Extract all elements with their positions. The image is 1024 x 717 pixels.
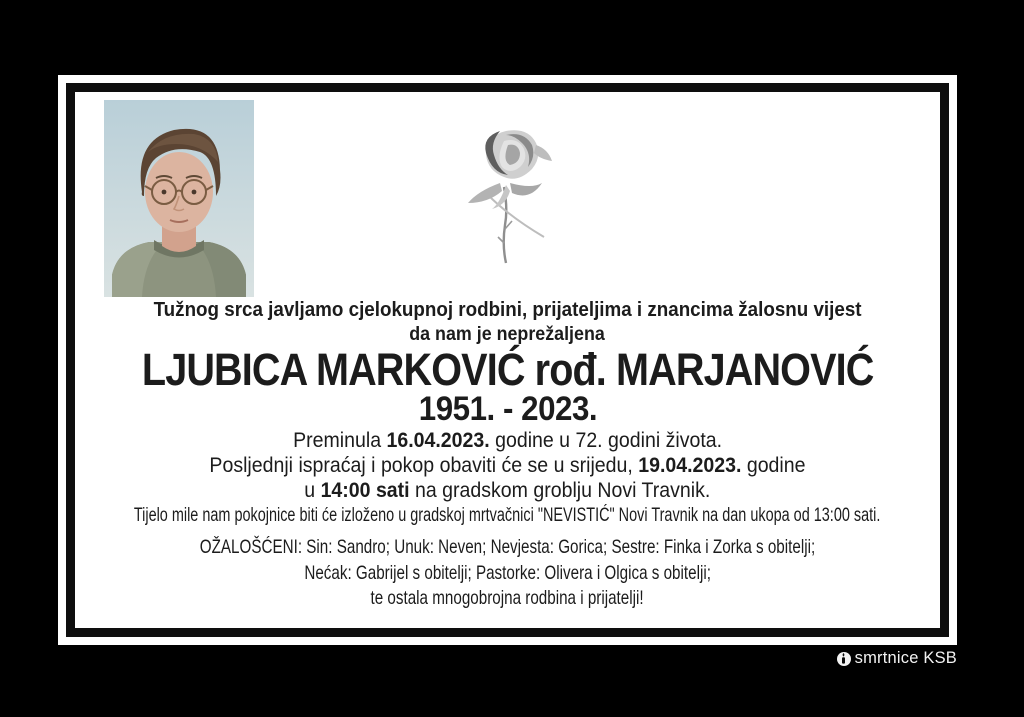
deceased-name-text: LJUBICA MARKOVIĆ rođ. MARJANOVIĆ [141,344,874,395]
intro-line-2 [58,324,957,346]
funeral-line-prefix: Posljednji ispraćaj i pokop obaviti će se u srijedu, [209,454,639,477]
funeral-line-text [209,454,805,478]
rose-illustration [448,125,568,267]
mourners-line-3-text: te ostala mnogobrojna rodbina i prijatelji! [370,587,645,609]
time-line-prefix: u [304,479,321,502]
time-line-text [304,479,710,503]
death-line-text [293,429,722,453]
mourners-line-2 [58,562,957,585]
mourners-line-2-text: Nećak: Gabrijel s obitelji; Pastorke: Olivera i Olgica s obitelji; [304,562,711,584]
time-line-suffix: na gradskom groblju Novi Travnik. [409,479,711,502]
life-years-text: 1951. - 2023. [418,390,597,428]
viewing-line [58,505,957,527]
death-line [58,429,957,453]
mourners-line-3 [58,587,957,610]
portrait-illustration [104,100,254,297]
candle-icon [837,652,851,666]
funeral-line [58,454,957,478]
deceased-name [58,344,957,396]
death-line-suffix: godine u 72. godini života. [489,429,722,452]
rose-icon [448,125,568,267]
intro-line-1-text: Tužnog srca javljamo cjelokupnoj rodbini, prijateljima i znancima žalosnu vijest [153,299,862,321]
death-date: 16.04.2023. [386,429,490,452]
mourners-line-1 [58,536,957,559]
viewing-line-text: Tijelo mile nam pokojnice biti će izloženo u gradskoj mrtvačnici "NEVISTIĆ" Novi Travnik na dan ukopa od 13:00 sati. [134,505,881,526]
footer-brand [837,649,957,668]
obituary-card [58,75,957,645]
funeral-date: 19.04.2023. [638,454,742,477]
intro-line-2-text: da nam je neprežaljena [409,324,606,345]
funeral-time: 14:00 sati [320,479,410,502]
footer-brand-text: smrtnice KSB [854,649,957,667]
intro-line-1 [58,299,957,322]
funeral-line-suffix: godine [741,454,806,477]
mourners-line-1-text: OŽALOŠĆENI: Sin: Sandro; Unuk: Neven; Nevjesta: Gorica; Sestre: Finka i Zorka s obitelji; [199,536,816,558]
time-line [58,479,957,503]
portrait-photo [104,100,254,297]
death-line-prefix: Preminula [293,429,387,452]
life-years [58,390,957,429]
